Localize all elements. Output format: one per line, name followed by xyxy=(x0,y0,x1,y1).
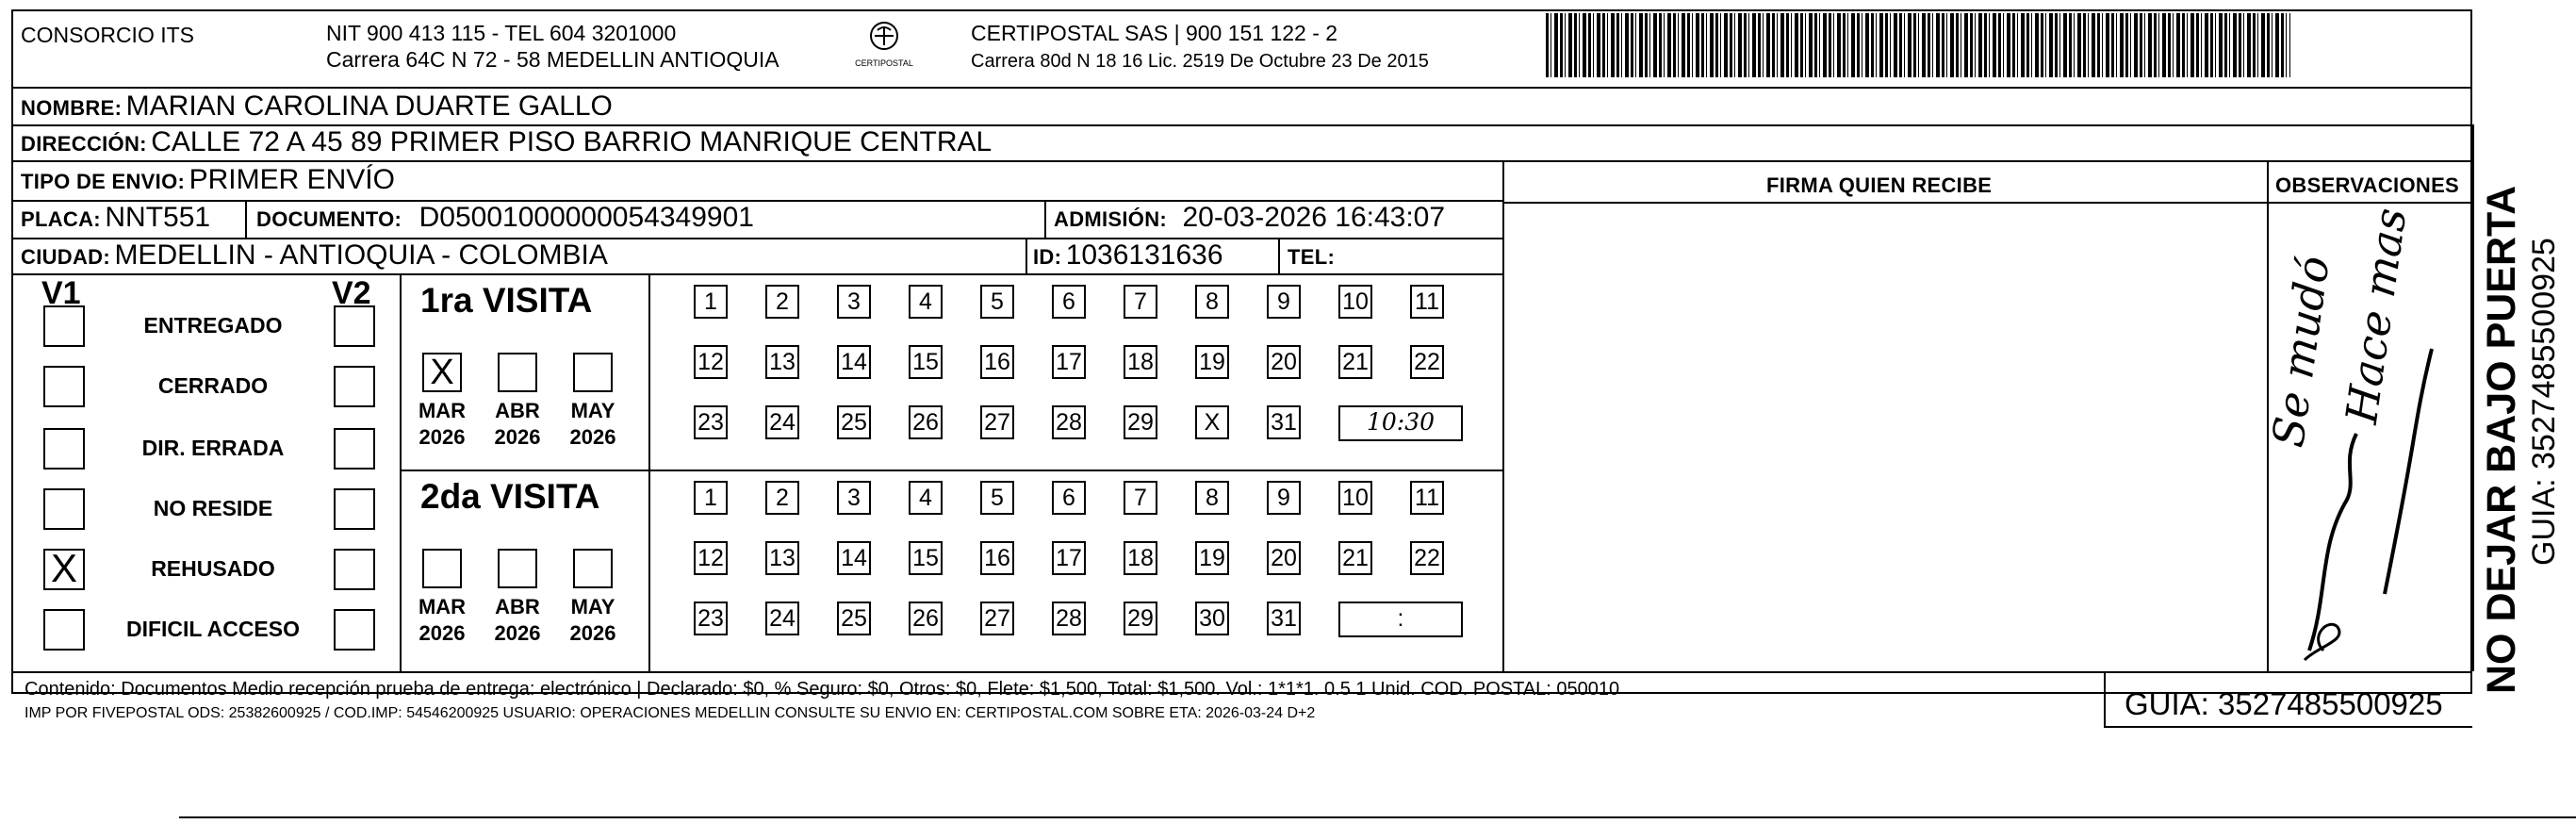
day-box[interactable]: 13 xyxy=(765,541,799,575)
day-box[interactable]: 23 xyxy=(694,405,728,439)
day-box[interactable]: 9 xyxy=(1267,285,1301,319)
divider xyxy=(1044,200,1046,238)
day-box[interactable]: 24 xyxy=(765,405,799,439)
footer-content-line: Contenido: Documentos Medio recepción prueba de entrega: electrónico | Declarado: $0, % Seguro: $0, Otros: $0, Flete: $1,500, Total: $1,500. Vol.: 1*1*1. 0.5 1 Unid. COD. POSTAL: 050010 xyxy=(25,679,1620,700)
month-year: 2026 xyxy=(494,621,541,645)
name-value: MARIAN CAROLINA DUARTE GALLO xyxy=(125,91,613,122)
day-box[interactable]: 31 xyxy=(1267,405,1301,439)
id-label: ID: xyxy=(1033,245,1062,269)
company-name: CONSORCIO ITS xyxy=(21,23,195,47)
company-address: Carrera 64C N 72 - 58 MEDELLIN ANTIOQUIA xyxy=(326,47,779,72)
day-box[interactable]: 10 xyxy=(1338,481,1372,515)
month-label: MAY xyxy=(570,399,615,422)
month-label: ABR xyxy=(495,399,540,422)
divider xyxy=(400,470,1502,471)
divider xyxy=(11,273,1502,275)
day-box[interactable]: X xyxy=(1195,405,1229,439)
month-year: 2026 xyxy=(494,425,541,449)
day-box[interactable]: 13 xyxy=(765,345,799,379)
divider xyxy=(11,87,2472,89)
v1-checkbox[interactable] xyxy=(43,305,85,347)
observations-title: OBSERVACIONES xyxy=(2275,173,2460,197)
document-field xyxy=(256,202,754,234)
day-box[interactable]: 6 xyxy=(1052,285,1086,319)
admission-field xyxy=(1054,202,1445,234)
address-label: DIRECCIÓN: xyxy=(21,132,147,156)
v1-checkbox[interactable] xyxy=(43,366,85,407)
divider xyxy=(2472,124,2474,671)
divider xyxy=(400,273,402,671)
month-year: 2026 xyxy=(418,621,466,645)
day-box[interactable]: 3 xyxy=(837,481,871,515)
month-checkbox[interactable] xyxy=(573,353,613,392)
city-value: MEDELLIN - ANTIOQUIA - COLOMBIA xyxy=(114,239,608,271)
v1-checkbox[interactable]: X xyxy=(43,549,85,590)
day-box[interactable]: 20 xyxy=(1267,541,1301,575)
address-field xyxy=(21,126,992,158)
month-label: MAY xyxy=(570,595,615,618)
day-box[interactable]: 15 xyxy=(909,541,943,575)
name-label: NOMBRE: xyxy=(21,96,123,120)
day-box[interactable]: 9 xyxy=(1267,481,1301,515)
month-year: 2026 xyxy=(418,425,466,449)
handwritten-observation-2: Hace mas xyxy=(2336,205,2417,427)
id-value: 1036131636 xyxy=(1065,239,1223,271)
day-box[interactable]: 29 xyxy=(1124,602,1157,635)
day-box[interactable]: 21 xyxy=(1338,345,1372,379)
day-box[interactable]: 11 xyxy=(1410,481,1444,515)
v2-checkbox[interactable] xyxy=(334,549,375,590)
ship-type-field xyxy=(21,164,395,196)
logo-text: CERTIPOSTAL xyxy=(855,58,913,68)
document-value: D05001000000054349901 xyxy=(418,202,754,233)
status-reason-label: NO RESIDE xyxy=(153,496,273,520)
city-field xyxy=(21,239,608,272)
day-box[interactable]: 29 xyxy=(1124,405,1157,439)
day-box[interactable]: 2 xyxy=(765,285,799,319)
admission-value: 20-03-2026 16:43:07 xyxy=(1182,202,1446,233)
v1-checkbox[interactable] xyxy=(43,428,85,470)
divider xyxy=(11,160,2472,162)
v2-checkbox[interactable] xyxy=(334,305,375,347)
day-box[interactable]: 4 xyxy=(909,285,943,319)
month-checkbox[interactable] xyxy=(498,549,537,588)
visit-title: 2da VISITA xyxy=(420,477,600,516)
side-guia-number: GUIA: 3527485500925 xyxy=(2526,238,2562,566)
divider xyxy=(245,200,247,238)
divider xyxy=(1502,202,2472,204)
day-box[interactable]: 20 xyxy=(1267,345,1301,379)
day-box[interactable]: 4 xyxy=(909,481,943,515)
day-box[interactable]: 7 xyxy=(1124,285,1157,319)
day-box[interactable]: 3 xyxy=(837,285,871,319)
day-box[interactable]: 22 xyxy=(1410,541,1444,575)
day-box[interactable]: 30 xyxy=(1195,602,1229,635)
month-label: ABR xyxy=(495,595,540,618)
day-box[interactable]: 18 xyxy=(1124,541,1157,575)
day-box[interactable]: 22 xyxy=(1410,345,1444,379)
do-not-leave-warning: NO DEJAR BAJO PUERTA xyxy=(2479,185,2524,694)
month-checkbox[interactable] xyxy=(498,353,537,392)
day-box[interactable]: 14 xyxy=(837,345,871,379)
v1-checkbox[interactable] xyxy=(43,488,85,530)
footer-guia-number: GUIA: 3527485500925 xyxy=(2125,686,2443,721)
signature-scribble xyxy=(2290,311,2451,669)
day-box[interactable]: 8 xyxy=(1195,481,1229,515)
day-box[interactable]: 17 xyxy=(1052,345,1086,379)
month-checkbox[interactable] xyxy=(573,549,613,588)
plate-value: NNT551 xyxy=(105,202,211,233)
day-box[interactable]: 1 xyxy=(694,481,728,515)
footer-print-info-line: IMP POR FIVEPOSTAL ODS: 25382600925 / COD.IMP: 54546200925 USUARIO: OPERACIONES MEDELLIN CONSULTE SU ENVIO EN: CERTIPOSTAL.COM SOBRE ETA: 2026-03-24 D+2 xyxy=(25,705,1316,721)
tel-label: TEL: xyxy=(1288,245,1336,269)
day-box[interactable]: 10 xyxy=(1338,285,1372,319)
day-box[interactable]: 27 xyxy=(980,405,1014,439)
day-box[interactable]: 11 xyxy=(1410,285,1444,319)
v2-checkbox[interactable] xyxy=(334,488,375,530)
v2-checkbox[interactable] xyxy=(334,609,375,651)
barcode-image xyxy=(1546,13,2290,77)
month-label: MAR xyxy=(418,595,467,618)
month-checkbox[interactable] xyxy=(422,549,462,588)
v2-checkbox[interactable] xyxy=(334,428,375,470)
day-box[interactable]: 2 xyxy=(765,481,799,515)
day-box[interactable]: 15 xyxy=(909,345,943,379)
ship-type-label: TIPO DE ENVIO: xyxy=(21,170,186,193)
day-box[interactable]: 5 xyxy=(980,285,1014,319)
v2-label: V2 xyxy=(332,275,371,311)
day-box[interactable]: 24 xyxy=(765,602,799,635)
day-box[interactable]: 5 xyxy=(980,481,1014,515)
v1-checkbox[interactable] xyxy=(43,609,85,651)
divider xyxy=(1278,238,1280,273)
day-box[interactable]: 26 xyxy=(909,602,943,635)
day-box[interactable]: 21 xyxy=(1338,541,1372,575)
plate-label: PLACA: xyxy=(21,207,101,231)
plate-field xyxy=(21,202,210,234)
status-reason-label: ENTREGADO xyxy=(143,313,283,338)
day-box[interactable]: 1 xyxy=(694,285,728,319)
city-label: CIUDAD: xyxy=(21,245,110,269)
day-box[interactable]: 23 xyxy=(694,602,728,635)
carrier-name: CERTIPOSTAL SAS | 900 151 122 - 2 xyxy=(971,21,1338,45)
day-box[interactable]: 12 xyxy=(694,541,728,575)
month-year: 2026 xyxy=(569,621,616,645)
day-box[interactable]: 26 xyxy=(909,405,943,439)
day-box[interactable]: 27 xyxy=(980,602,1014,635)
day-box[interactable]: 25 xyxy=(837,405,871,439)
divider xyxy=(1025,238,1027,273)
document-label: DOCUMENTO: xyxy=(256,207,402,231)
day-box[interactable]: 7 xyxy=(1124,481,1157,515)
ship-type-value: PRIMER ENVÍO xyxy=(189,164,395,195)
time-box[interactable]: 10:30 xyxy=(1338,405,1463,441)
time-box[interactable]: : xyxy=(1338,602,1463,637)
day-box[interactable]: 19 xyxy=(1195,345,1229,379)
day-box[interactable]: 8 xyxy=(1195,285,1229,319)
v2-checkbox[interactable] xyxy=(334,366,375,407)
id-field xyxy=(1033,239,1223,272)
visit-title: 1ra VISITA xyxy=(420,281,593,320)
status-reason-label: CERRADO xyxy=(157,373,269,398)
day-box[interactable]: 16 xyxy=(980,345,1014,379)
page-bottom-rule xyxy=(179,816,2576,818)
day-box[interactable]: 31 xyxy=(1267,602,1301,635)
day-box[interactable]: 16 xyxy=(980,541,1014,575)
status-reason-label: DIR. ERRADA xyxy=(141,436,285,460)
handwritten-observation-1: Se mudó xyxy=(2262,253,2339,451)
divider xyxy=(648,273,650,671)
name-field xyxy=(21,91,613,123)
carrier-address: Carrera 80d N 18 16 Lic. 2519 De Octubre 23 De 2015 xyxy=(971,51,1429,72)
status-reason-label: DIFICIL ACCESO xyxy=(125,617,300,641)
month-year: 2026 xyxy=(569,425,616,449)
day-box[interactable]: 18 xyxy=(1124,345,1157,379)
day-box[interactable]: 6 xyxy=(1052,481,1086,515)
day-box[interactable]: 28 xyxy=(1052,405,1086,439)
month-checkbox[interactable]: X xyxy=(422,353,462,392)
address-value: CALLE 72 A 45 89 PRIMER PISO BARRIO MANRIQUE CENTRAL xyxy=(151,126,993,157)
month-label: MAR xyxy=(418,399,467,422)
day-box[interactable]: 19 xyxy=(1195,541,1229,575)
day-box[interactable]: 25 xyxy=(837,602,871,635)
status-reason-label: REHUSADO xyxy=(151,556,275,581)
divider xyxy=(1502,160,1504,671)
day-box[interactable]: 28 xyxy=(1052,602,1086,635)
v1-label: V1 xyxy=(41,275,81,311)
day-box[interactable]: 14 xyxy=(837,541,871,575)
admission-label: ADMISIÓN: xyxy=(1054,207,1168,231)
day-box[interactable]: 12 xyxy=(694,345,728,379)
certipostal-logo-icon xyxy=(846,17,922,74)
company-nit: NIT 900 413 115 - TEL 604 3201000 xyxy=(326,21,677,45)
signature-title: FIRMA QUIEN RECIBE xyxy=(1766,173,1993,197)
day-box[interactable]: 17 xyxy=(1052,541,1086,575)
